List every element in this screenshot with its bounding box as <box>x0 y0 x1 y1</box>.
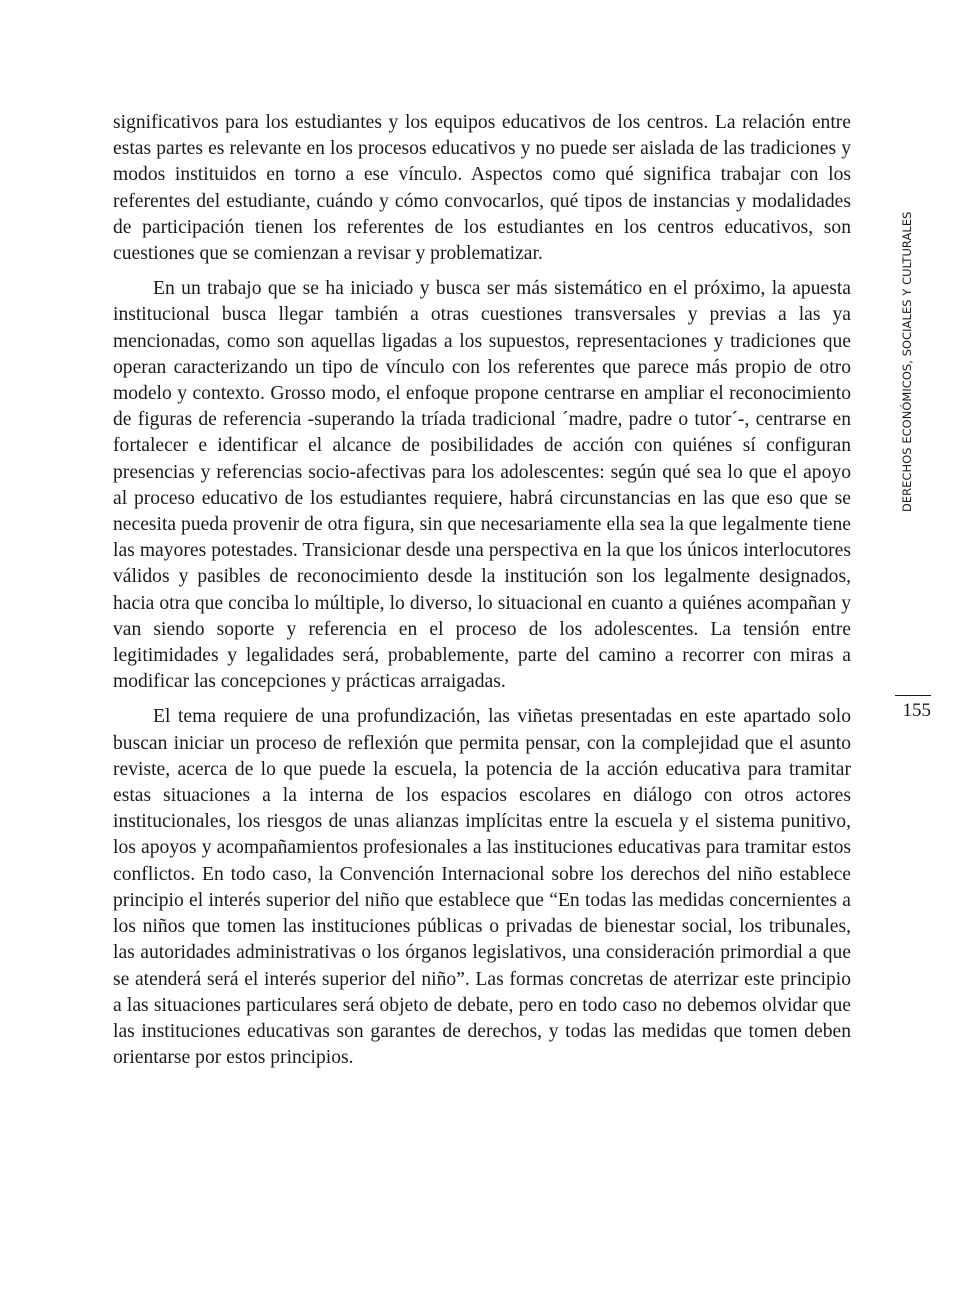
page-number: 155 <box>902 700 931 721</box>
running-head: DERECHOS ECONÓMICOS, SOCIALES Y CULTURALES <box>900 211 914 512</box>
body-text <box>113 110 851 1080</box>
paragraph-2: En un trabajo que se ha iniciado y busca ser más sistemático en el próximo, la apuesta institucional busca llegar también a otras cuestiones transversales y previas a las ya mencionadas, como son aquellas ligadas a los supuestos, representaciones y tradiciones que operan caracterizando un tipo de vínculo con los referentes que parece más propio de otro modelo y contexto. Grosso modo, el enfoque propone centrarse en ampliar el reconocimiento de figuras de referencia -superando la tríada tradicional ´madre, padre o tutor´-, centrarse en fortalecer e identificar el alcance de posibilidades de acción con quiénes sí configuran presencias y referencias socio-afectivas para los adolescentes: según qué sea lo que el apoyo al proceso educativo de los estudiantes requiere, habrá circunstancias en las que eso que se necesita pueda provenir de otra figura, sin que necesariamente ella sea la que legalmente tiene las mayores potestades. Transicionar desde una perspectiva en la que los únicos interlocutores válidos y pasibles de reconocimiento desde la institución son los legalmente designados, hacia otra que conciba lo múltiple, lo diverso, lo situacional en cuanto a quiénes acompañan y van siendo soporte y referencia en el proceso de los adolescentes. La tensión entre legitimidades y legalidades será, probablemente, parte del camino a recorrer con miras a modificar las concepciones y prácticas arraigadas. <box>113 278 851 693</box>
paragraph-1: significativos para los estudiantes y los equipos educativos de los centros. La relación entre estas partes es relevante en los procesos educativos y no puede ser aislada de las tradiciones y modos instituidos en torno a ese vínculo. Aspectos como qué significa trabajar con los referentes del estudiante, cuándo y cómo convocarlos, qué tipos de instancias y modalidades de participación tienen los referentes de los estudiantes en los centros educativos, son cuestiones que se comienzan a revisar y problematizar. <box>113 112 851 265</box>
page-number-rule <box>895 695 931 696</box>
paragraph-3: El tema requiere de una profundización, las viñetas presentadas en este apartado solo buscan iniciar un proceso de reflexión que permita pensar, con la complejidad que el asunto reviste, acerca de lo que puede la escuela, la potencia de la acción educativa para tramitar estas situaciones a la interna de los espacios escolares en diálogo con otros actores institucionales, los riesgos de unas alianzas implícitas entre la escuela y el sistema punitivo, los apoyos y acompañamientos profesionales a las instituciones educativas para tramitar estos conflictos. En todo caso, la Convención Internacional sobre los derechos del niño establece principio el interés superior del niño que establece que “En todas las medidas concernientes a los niños que tomen las instituciones públicas o privadas de bienestar social, los tribunales, las autoridades administrativas o los órganos legislativos, una consideración primordial a que se atenderá será el interés superior del niño”. Las formas concretas de aterrizar este principio a las situaciones particulares será objeto de debate, pero en todo caso no debemos olvidar que las instituciones educativas son garantes de derechos, y todas las medidas que tomen deben orientarse por estos principios. <box>113 706 851 1069</box>
